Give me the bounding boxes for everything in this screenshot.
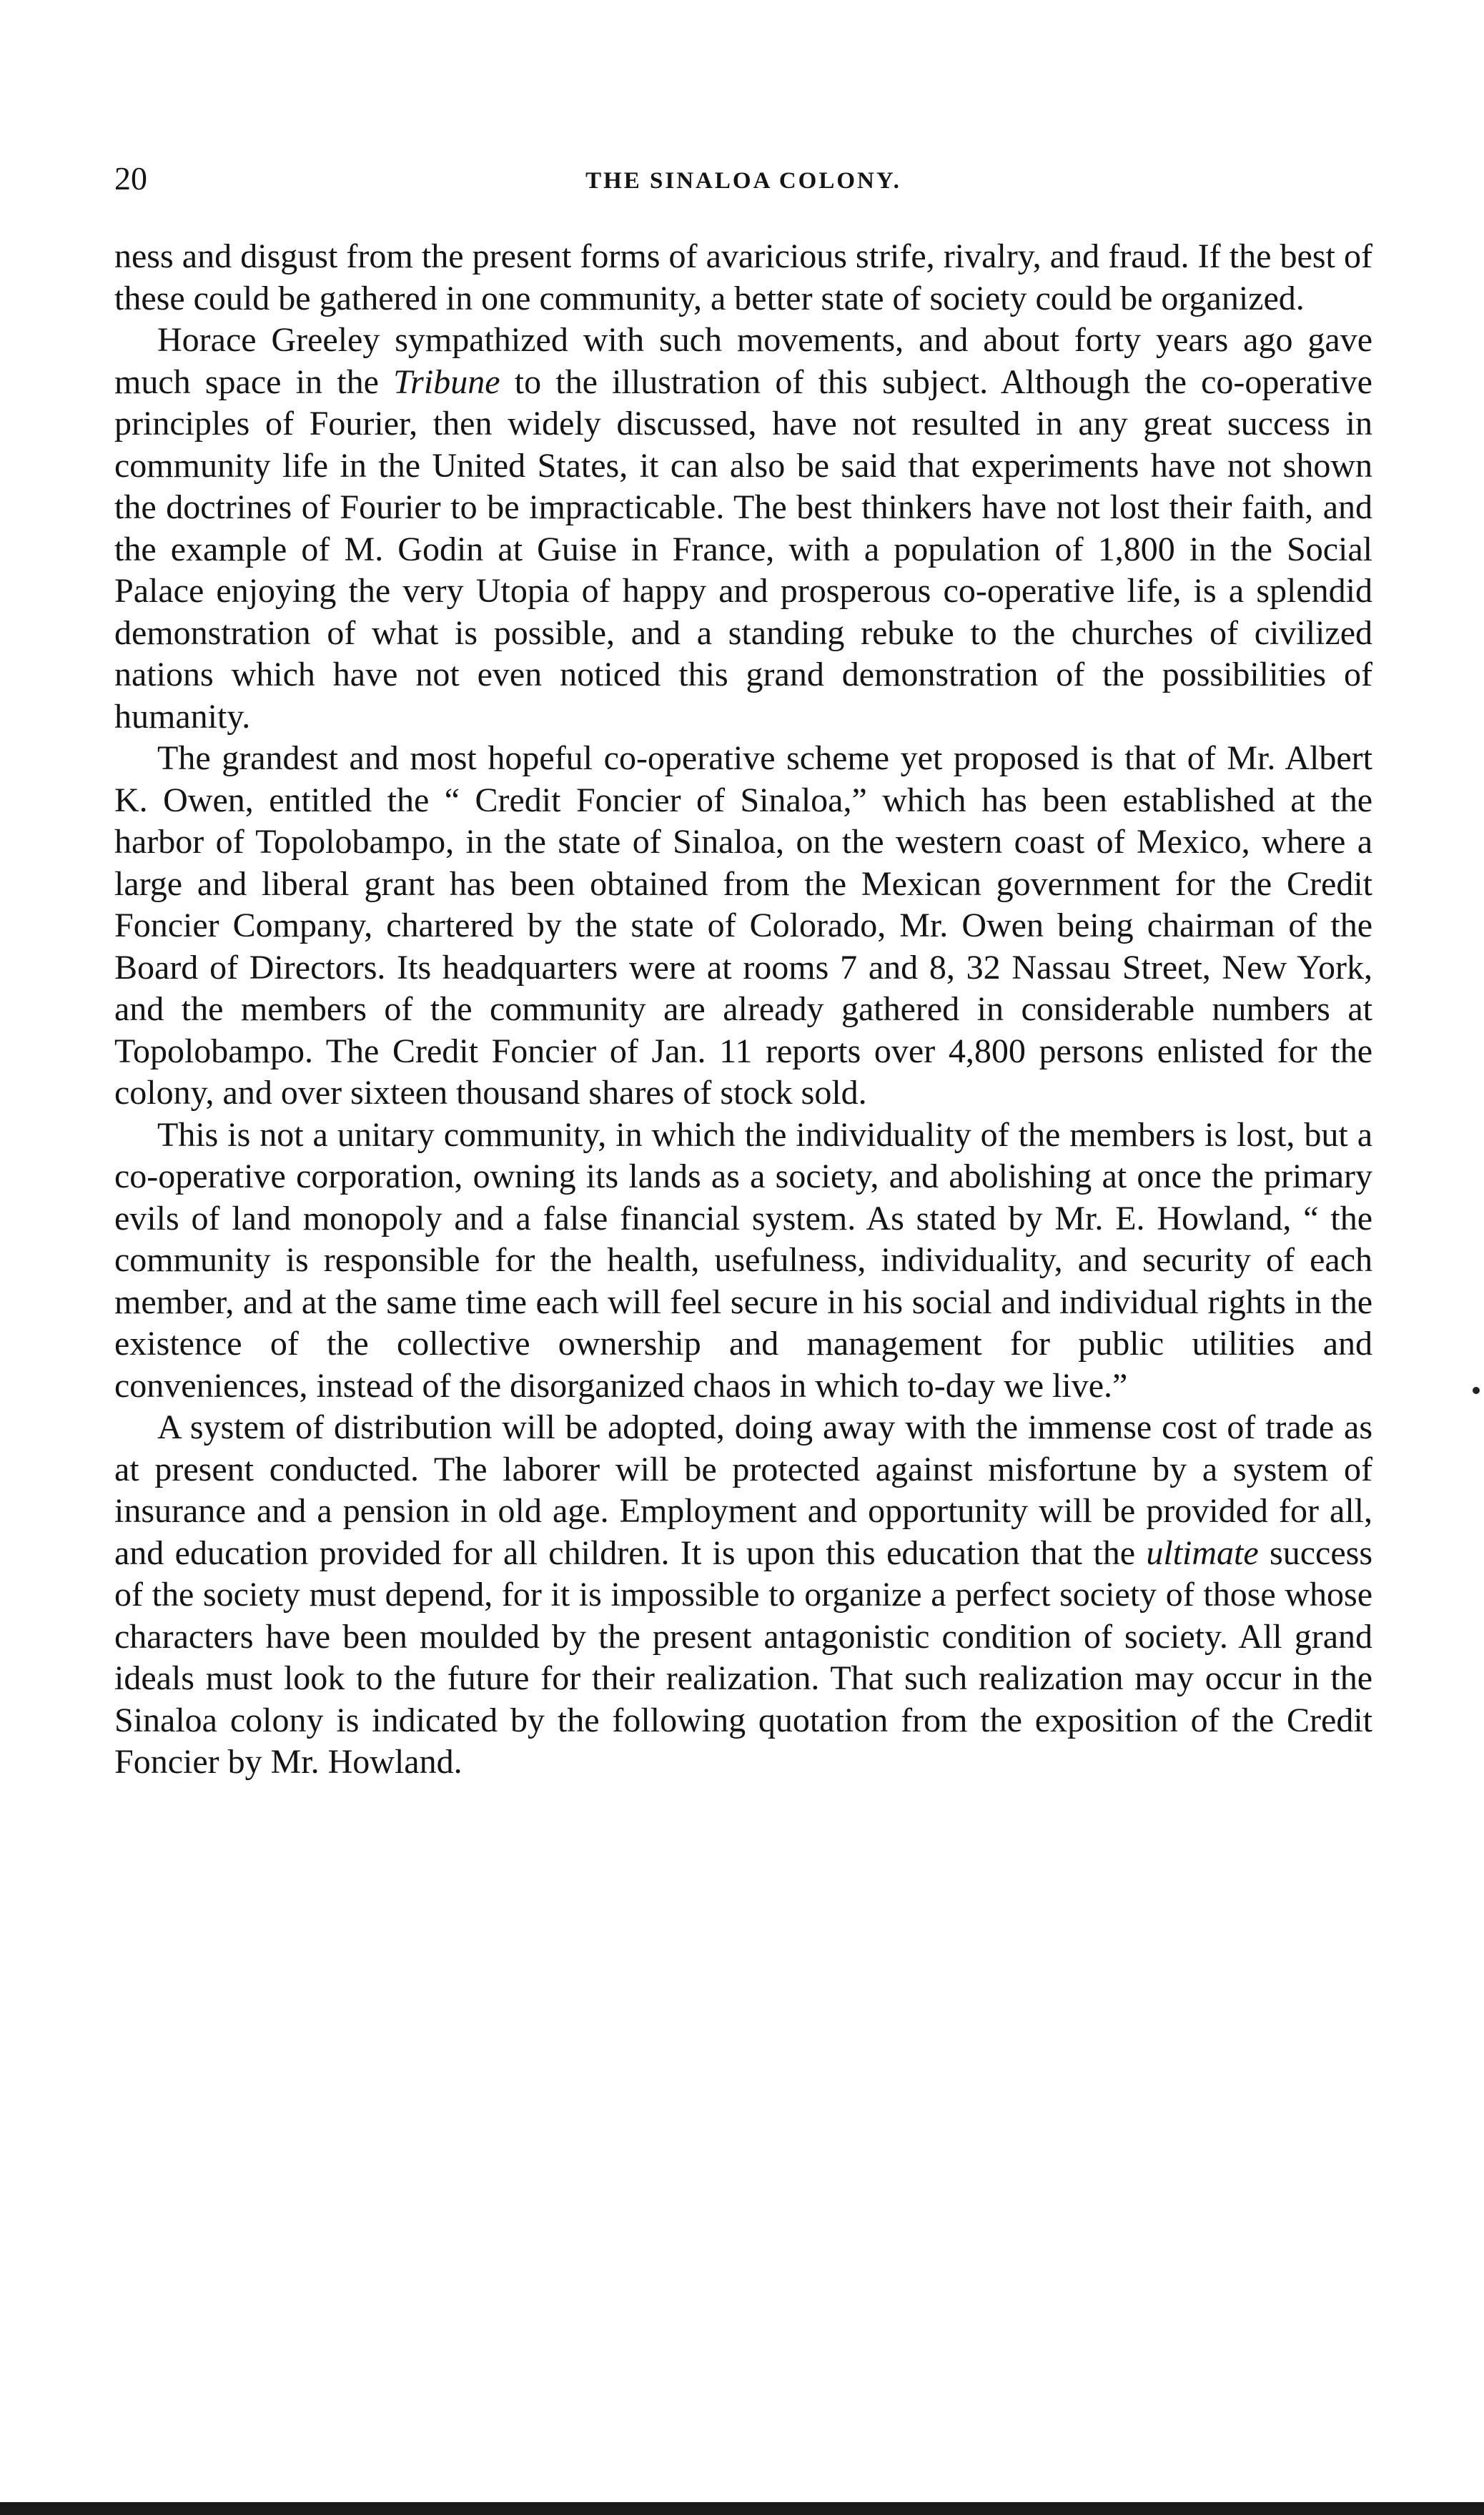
margin-mark bbox=[1473, 1387, 1480, 1394]
paragraph-3: The grandest and most hopeful co-operative scheme yet proposed is that of Mr. Albert K. Owen, entitled the “ Credit Foncier of Sinaloa,” which has been established at the harbor of Topolobampo, in the state of Sinaloa, on the western coast of Mexico, where a large and liberal grant has been obtained from the Mexican government for the Credit Foncier Company, chartered by the state of Colorado, Mr. Owen being chairman of the Board of Directors. Its headquarters were at rooms 7 and 8, 32 Nassau Street, New York, and the members of the community are already gathered in considerable numbers at Topolobampo. The Credit Foncier of Jan. 11 reports over 4,800 persons enlisted for the colony, and over sixteen thousand shares of stock sold. bbox=[114, 739, 1372, 1112]
paragraph-4: This is not a unitary community, in which the individuality of the members is lost, but a co-operative corporation, owning its lands as a society, and abolishing at once the primary evils of land monopoly and a false financial system. As stated by Mr. E. Howland, “ the community is responsible for the health, usefulness, individuality, and security of each member, and at the same time each will feel secure in his social and individual rights in the existence of the collective ownership and management for public utilities and conveniences, instead of the disorganized chaos in which to-day we live.” bbox=[114, 1115, 1372, 1405]
paragraph-5 bbox=[114, 1407, 1372, 1784]
paragraph-2 bbox=[114, 320, 1372, 738]
page-header bbox=[114, 143, 1372, 207]
paragraph-2-text-a: Horace Greeley sympathized with such movements, and about forty years ago gave much space in the bbox=[114, 321, 1372, 401]
page-number: 20 bbox=[114, 160, 147, 197]
paragraph-1: ness and disgust from the present forms of avaricious strife, rivalry, and fraud. If the best of these could be gathered in one community, a better state of society could be organized. bbox=[114, 237, 1372, 317]
paragraph-2-italic: Tribune bbox=[393, 362, 500, 401]
bottom-rule bbox=[0, 2502, 1484, 2515]
body-text bbox=[114, 236, 1372, 1784]
running-head: THE SINALOA COLONY. bbox=[585, 168, 901, 194]
paragraph-2-text-b: to the illustration of this subject. Although the co-operative principles of Fourier, then widely discussed, have not resulted in any great success in community life in the United States, it can also be said that experiments have not shown the doctrines of Fourier to be impracticable. The best thinkers have not lost their faith, and the example of M. Godin at Guise in France, with a population of 1,800 in the Social Palace enjoying the very Utopia of happy and prosperous co-operative life, is a splendid demonstration of what is possible, and a standing rebuke to the churches of civilized nations which have not even noticed this grand demonstration of the possibilities of humanity. bbox=[114, 362, 1372, 736]
paragraph-5-text-b: success of the society must depend, for it is impossible to organize a perfect society of those whose characters have been moulded by the present antagonistic condition of society. All grand ideals must look to the future for their realization. That such realization may occur in the Sinaloa colony is indicated by the following quotation from the exposition of the Credit Foncier by Mr. Howland. bbox=[114, 1533, 1373, 1781]
paragraph-5-italic: ultimate bbox=[1146, 1533, 1259, 1572]
paragraph-5-text-a: A system of distribution will be adopted, doing away with the immense cost of trade as at present conducted. The laborer will be protected against misfortune by a system of insurance and a pension in old age. Employment and opportunity will be provided for all, and education provided for all children. It is upon this education that the bbox=[114, 1408, 1372, 1572]
book-page bbox=[114, 143, 1372, 1784]
